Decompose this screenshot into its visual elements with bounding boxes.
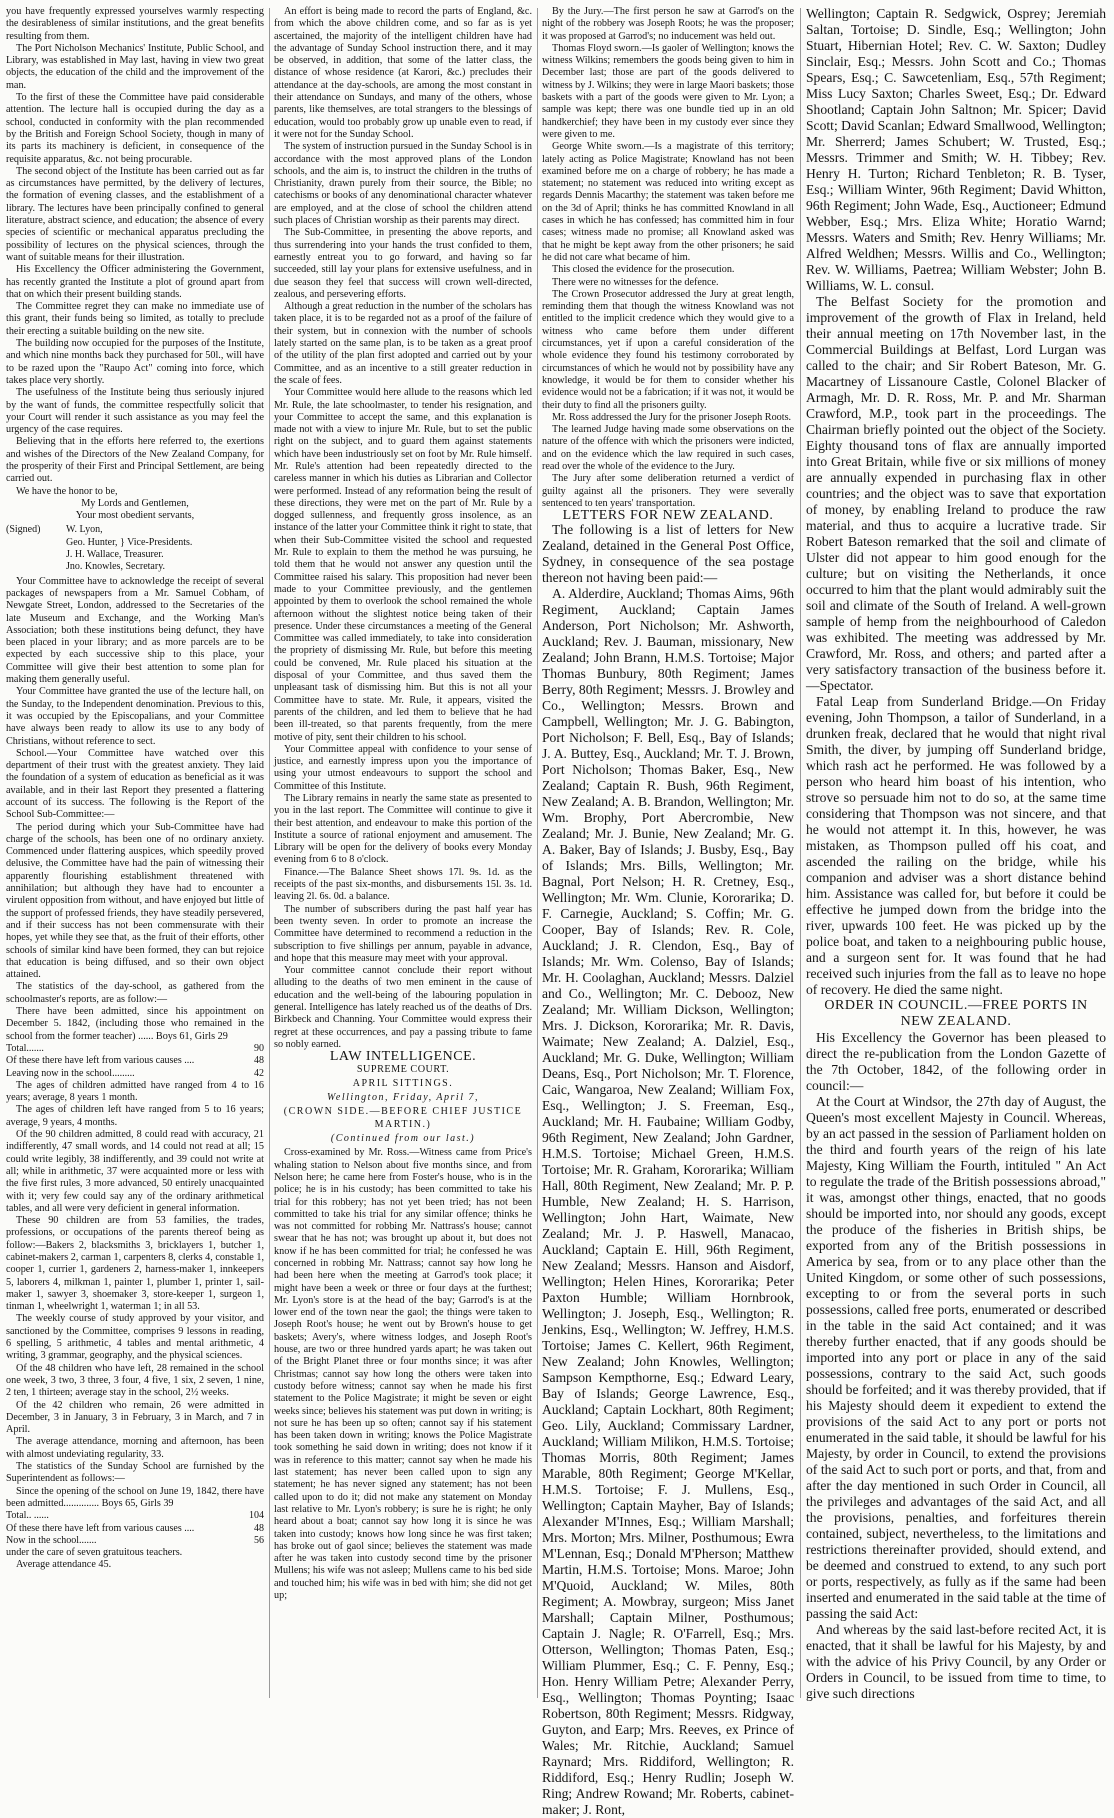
table-label: Total.. ...... — [6, 1510, 49, 1522]
table-value: 42 — [254, 1067, 264, 1079]
paragraph: Your Committee appeal with confidence to your sense of justice, and earnestly impress upon you the importance of using your utmost endeavours to support the school and Committee of this Institute. — [274, 743, 532, 792]
paragraph: Your committee cannot conclude their report without alluding to the deaths of two men eminent in the cause of education and the well-being of the labouring population in general. Intelligence has lately reached us of the deaths of Drs. Birkbeck and Channing. Your Committee would express their regret at these occurrences, and pay a passing tribute to fame so nobly earned. — [274, 965, 532, 1050]
paragraph: The weekly course of study approved by your visitor, and sanctioned by the Committee, comprises 9 lessons in reading, 6 spelling, 5 arithmetic, 4 tables and mental arithmetic, 4 writing, 3 grammar, geography, and the physical sciences. — [6, 1313, 264, 1362]
paragraph: Cross-examined by Mr. Ross.—Witness came from Price's whaling station to Nelson about five months since, and from Nelson here; he came here from Foster's house, who is in the police; he is in his custody; has been committed to take his trial for this robbery; has not yet been tried; has not been committed to take his trial for any similar offence; thinks he was not committed for robbing Mr. Nattrass's house; cannot swear that he has not; was brought up about it, but does not know if he has been committed for trial; he confessed he was concerned in robbing Mr. Nattrass; cannot say how long he had been here when the meeting at Garrod's took place; it might have been a week or three or four days at the furthest; Mr. Lyon's store is at the head of the bay; Garrod's is at the lower end of the town near the gaol; the things were taken to Joseph Root's house; he went out by Brown's house to get baskets; Avery's, where witness lodges, and Joseph Root's house, are two or three hundred yards apart; he was taken out of the Bright Planet three or four months since; it was after Christmas; cannot say how long the others were taken into custody before witness; cannot say when he made his first statement to the Police Magistrate; it might be seven or eight weeks since; believes his statement was put down in writing; is not sure he has been up so often; cannot say if his statement has been taken down in writing; knows the Police Magistrate took something he said down in writing; does not know if it was in reference to this matter; cannot say when he made his last statement; has never been called upon to sign any statement; he has never signed any statement; has not been called upon to do it; did not make any statement on Monday last relative to Mr. Lyon's robbery; is sure he is right; he only heard about a boat; cannot say how long it is since he was taken into custody; knows how long since he was first taken; has broke out of gaol since; believes the statement was made after he was taken into custody second time by the prisoner Mullens; his wife was not asleep; Mullens came to his bed side and touched him; his wife was in bed with him; she did not get up; — [274, 1147, 532, 1601]
paragraph: George White sworn.—Is a magistrate of this territory; lately acting as Police Magistrate; Knowland has not been examined before me on a charge of robbery; he has made a statement; no statement was reduced into writing except as regards Dennis Macarthy; the statement was taken before me on the 3d of April; thinks he has committed Knowland in all cases in which he has confessed; has committed him in four cases; witness made no promise; all Knowland asked was that he might be kept away from the other prisoners; he said he did not care what became of him. — [542, 141, 794, 263]
paragraph: The statistics of the Sunday School are furnished by the Superintendent as follows:— — [6, 1461, 264, 1485]
column-rule — [800, 8, 801, 1698]
paragraph: The learned Judge having made some observations on the nature of the offence with which the prisoners were indicted, and on the evidence which the law required in such cases, read over the whole of the evidence to the Jury. — [542, 424, 794, 472]
signatory: Geo. Hunter, } Vice-Presidents. — [66, 536, 193, 548]
paragraph: The system of instruction pursued in the Sunday School is in accordance with the most approved plans of the London schools, and the aim is, to instruct the children in the truths of Christianity, drawn purely from their source, the Bible; no catechisms or books of any denominational character whatever are employed, and at the close of school the children attend such places of Christian worship as their parents may direct. — [274, 141, 532, 227]
paragraph: under the care of seven gratuitous teachers. — [6, 1547, 183, 1559]
paragraph: The Committee regret they can make no immediate use of this grant, their funds being so limited, as totally to preclude their erecting a suitable building on the new site. — [6, 301, 264, 337]
signature-names — [66, 524, 264, 573]
table-label: Of these there have left from various causes .... — [6, 1522, 195, 1534]
paragraph: Although a great reduction in the number of the scholars has taken place, it is to be regarded not as a proof of the failure of their system, but in connexion with the number of schools lately started on the same plan, is to be taken as a great proof of the utility of the plan first adopted and carried out by your Committee, and as an incentive to a still greater reduction in the scale of fees. — [274, 301, 532, 386]
section-heading: Wellington, Friday, April 7, — [326, 1092, 479, 1104]
paragraph: The Port Nicholson Mechanics' Institute, Public School, and Library, was established in May last, having in view two great objects, the education of the child and the improvement of the man. — [6, 42, 264, 91]
paragraph: To the first of these the Committee have paid considerable attention. The lecture hall is occupied during the day as a school, conducted in conformity with the plan recommended by the British and Foreign School Society, though in many of its parts its machinery is deficient, in consequence of the requisite apparatus, &c. not being procurable. — [6, 92, 264, 165]
column-2 — [274, 6, 532, 1702]
table-label: Leaving now in the school......... — [6, 1067, 135, 1079]
section-heading: (CROWN SIDE.—BEFORE CHIEF JUSTICE MARTIN.) — [283, 1106, 523, 1130]
paragraph: This closed the evidence for the prosecution. — [552, 264, 735, 276]
paragraph: An effort is being made to record the parts of England, &c. from which the above children come, and so far as is yet ascertained, the majority of the intelligent children have had the advantage of Sunday School instruction there, and it may be observed, in addition, that some of the latter class, the distance of whose residence (at Karori, &c.) precludes their attendance at the day-schools, are among the most constant in their attendance on Sundays, and many of the others, whose parents, like themselves, are total strangers to the blessings of education, would too probably grow up unable even to read, if it were not for the Sunday School. — [274, 6, 532, 140]
column-3 — [542, 6, 794, 1818]
signatory: J. H. Wallace, Treasurer. — [66, 549, 164, 561]
table-row — [6, 1523, 264, 1535]
section-heading: (Continued from our last.) — [330, 1133, 476, 1145]
paragraph: The Sub-Committee, in presenting the above reports, and thus surrendering into your hands the trust confided to them, earnestly entreat you to go forward, and having so far succeeded, still lay your plans for extensive usefulness, and in due season they feel that success will crown well-directed, zealous, and persevering efforts. — [274, 227, 532, 300]
statistics-table — [6, 1510, 264, 1547]
table-row — [6, 1043, 264, 1055]
paragraph: The period during which your Sub-Committee have had charge of the schools, has been one of no ordinary anxiety. Commenced under flattering auspices, which speedily proved delusive, the Committee have had the pain of witnessing their apparently flourishing establishment threatened with annihilation; but although they have had to encounter a virulent opposition from without, and have enjoyed but little of the support of professed friends, they have steadily persevered, and if their success has not been commensurate with their hopes, yet while they see that, as the fruit of their efforts, other schools of similar kind have been formed, they can but rejoice that education is being diffused, and so their own object attained. — [6, 821, 264, 981]
table-value: 56 — [254, 1534, 264, 1546]
paragraph: The following is a list of letters for New Zealand, detained in the General Post Office, Sydney, in consequence of the sea postage thereon not having been paid:— — [542, 522, 794, 586]
paragraph: There were no witnesses for the defence. — [552, 276, 719, 288]
paragraph: Since the opening of the school on June 19, 1842, there have been admitted.............. Boys 65, Girls 39 — [6, 1485, 264, 1509]
table-row — [6, 1068, 264, 1080]
paragraph: Fatal Leap from Sunderland Bridge.—On Friday evening, John Thompson, a tailor of Sunderland, in a drunken freak, declared that he would that night rival Smith, the diver, by jumping off Sunderland bridge, which rash act he performed. He was followed by a person who heard him boast of his intention, who strove so persuade him not to do so, at the same time considering that Thompson was not sincere, and that he would not attempt it. In this, however, he was mistaken, as Thompson pulled off his coat, and ascended the railing on the bridge, while his companion and adviser was a short distance behind him. Assistance was called for, but before it could be effective he jumped down from the bridge into the river, upwards 100 feet. He was picked up by the police boat, and taken to a neighbouring public house, and a surgeon sent for. It was found that he had received such injuries from the fall as to leave no hope of recovery. He died the same night. — [806, 694, 1106, 997]
paragraph: At the Court at Windsor, the 27th day of August, the Queen's most excellent Majesty in Council. Whereas, by an act passed in the session of Parliament holden on the third and fourth years of the reign of his late Majesty, King William the Fourth, intituled " An Act to regulate the trade of the British possessions abroad," it was, amongst other things, enacted, that no goods should be imported into, nor should any goods, except the produce of the fisheries in British ships, be exported from any of the British possessions in America by sea, from or to any place other than the United Kingdom, or some other of such possessions, excepting to or from the several ports in such possessions, called free ports, enumerated or described in the table in the said Act contained; and it was thereby further enacted, that if any goods should be imported into any port or place in any of the said possessions, contrary to the said Act, such goods should be forfeited; and it was thereby provided, that if his Majesty should deem it expedient to extend the provisions of the said Act to any port or ports not enumerated in the said table, it should be lawful for his Majesty, by order in Council, to extend the provisions of the said Act to such port or ports, and that, from and after the day mentioned in such Order in Council, all the privileges and advantages of the said Act, and all the provisions, penalties, and forfeitures therein contained, subject, nevertheless, to the limitations and restrictions thereinafter provided, should extend, and be deemed and construed to extend, to any such port or ports, respectively, as fully as if the same had been inserted and enumerated in the said table at the time of passing the said Act: — [806, 1094, 1106, 1621]
paragraph: The usefulness of the Institute being thus seriously injured by the want of funds, the committee respectfully solicit that your Court will render it such assistance as you may feel the urgency of the case requires. — [6, 387, 264, 436]
closing-line: Your most obedient servants, — [75, 510, 195, 522]
paragraph: Thomas Floyd sworn.—Is gaoler of Wellington; knows the witness Wilkins; remembers the goods being given to him in December last; those are part of the goods delivered to witness by J. Wilkins; they were in large Maori baskets; those baskets with a part of the goods were given to Mr. Lyon; a sample was kept; there was one bundle tied up in an old handkerchief; they have been in my custody ever since they were given to me. — [542, 42, 794, 140]
paragraph: The ages of children left have ranged from 5 to 16 years; average, 9 years, 4 months. — [6, 1104, 264, 1128]
paragraph: The Library remains in nearly the same state as presented to you in the last report. The Committee will continue to give it their best attention, and endeavour to make this portion of the Institute a source of rational enjoyment and amusement. The Library will be open for the delivery of books every Monday evening from 6 to 8 o'clock. — [274, 793, 532, 866]
column-rule — [537, 8, 538, 1698]
section-heading: APRIL SITTINGS. — [352, 1077, 454, 1089]
paragraph: Your Committee have to acknowledge the receipt of several packages of newspapers from a Mr. Samuel Cobham, of Newgate Street, London, addressed to the Secretaries of the late Museum and Exchange, and the Working Man's Association; both these institutions being defunct, they have been placed in your library; and as more parcels are to be expected by each successive ship to this place, your Committee will give their best attention to some plan for making them generally useful. — [6, 575, 264, 686]
table-value: 48 — [254, 1522, 264, 1534]
table-label: Now in the school....... — [6, 1534, 97, 1546]
paragraph: The ages of children admitted have ranged from 4 to 16 years; average, 8 years 1 month. — [6, 1079, 264, 1104]
paragraph: The Jury after some deliberation returned a verdict of guilty against all the prisoners. They were severally sentenced to ten years' transportation. — [542, 473, 794, 509]
paragraph: Mr. Ross addressed the Jury for the prisoner Joseph Roots. — [552, 411, 792, 423]
paragraph: School.—Your Committee have watched over this department of their trust with the greatest anxiety. They laid the foundation of a system of education as beneficial as it was available, and in their last Report they presented a flattering account of its success. The following is the Report of the School Sub-Committee:— — [6, 747, 264, 821]
table-row — [6, 1055, 264, 1067]
section-heading: ORDER IN COUNCIL.—FREE PORTS IN NEW ZEALAND. — [824, 998, 1088, 1029]
paragraph: Of the 90 children admitted, 8 could read with accuracy, 21 indifferently, 47 small words, and 14 could not read at all; 15 could write legibly, 38 indifferently, and 39 could not write at all; while in arithmetic, 37 were acquainted more or less with the five first rules, 3 more advanced, 50 entirely unacquainted with it; very few could say any of the ordinary arithmetical tables, and all were very deficient in general information. — [6, 1129, 264, 1214]
paragraph: you have frequently expressed yourselves warmly respecting the desirableness of similar institutions, and the great benefits resulting from them. — [6, 6, 264, 42]
paragraph: Average attendance 45. — [16, 1559, 112, 1571]
closing-line: My Lords and Gentlemen, — [81, 497, 189, 509]
paragraph: And whereas by the said last-before recited Act, it is enacted, that it shall be lawful for his Majesty, by and with the advice of his Privy Council, by any Order or Orders in Council, to be issued from time to time, to give such directions — [806, 1622, 1106, 1701]
paragraph: The second object of the Institute has been carried out as far as circumstances have permitted, by the delivery of lectures, the formation of evening classes, and the establishment of a library. The lectures have been principally confined to general literature, abstract science, and education; the absence of every species of scientific or mechanical apparatus precluding the possibility of lectures on the physical sciences, through the want of suitable means for their illustration. — [6, 165, 264, 263]
paragraph: We have the honor to be, — [16, 485, 118, 497]
column-4 — [806, 6, 1106, 1702]
table-value: 48 — [254, 1055, 264, 1067]
paragraph: His Excellency the Governor has been pleased to direct the re-publication from the London Gazette of the 7th October, 1842, of the following order in council:— — [806, 1030, 1106, 1093]
signature-label: (Signed) — [6, 524, 41, 536]
statistics-table — [6, 1043, 264, 1080]
paragraph: The Belfast Society for the promotion and improvement of the growth of Flax in Ireland, held their annual meeting on 17th November last, in the Commercial Buildings at Belfast, Lord Lurgan was called to the chair; and Sir Robert Bateson, Mr. G. Macartney of Lissanoure Castle, Colonel Blacker of Armagh, Mr. D. R. Ross, Mr. P. and Mr. Sharman Crawford, M.P., took part in the proceedings. The Chairman briefly pointed out the object of the Society. Eighty thousand tons of flax are annually imported into Great Britain, while five or six millions of money are annually expended in purchasing flax in other countries; and the object was to save that exportation of money, by enabling Ireland to produce the raw material, and thus to acquire a lucrative trade. Sir Robert Bateson remarked that the soil and climate of Ulster did not appear to him good enough for the culture; but on visiting the Netherlands, it once occurred to him that the plant would admirably suit the soil and climate of the South of Ireland. A well-grown sample of hemp from the neighbourhood of Caledon was exhibited. The meeting was addressed by Mr. Crawford, Mr. Ross, and others; and parted after a very satisfactory transaction of the business before it.—Spectator. — [806, 294, 1106, 693]
section-heading: SUPREME COURT. — [356, 1063, 450, 1075]
paragraph: His Excellency the Officer administering the Government, has recently granted the Institute a plot of ground apart from that on which their present building stands. — [6, 264, 264, 300]
paragraph: There have been admitted, since his appointment on December 5. 1842, (including those who remained in the school from the former teacher) ...... Boys 61, Girls 29 — [6, 1006, 264, 1042]
section-heading: LAW INTELLIGENCE. — [329, 1049, 477, 1065]
paragraph: Wellington; Captain R. Sedgwick, Osprey; Jeremiah Saltan, Tortoise; D. Sindle, Esq.; Wellington; John Stuart, Hibernian Hotel; Rev. C. W. Saxton; Dudley Sinclair, Esq.; Messrs. John Scott and Co.; Thomas Spears, Esq.; C. Sawcetenliam, Esq., 57th Regiment; Miss Lucy Saxton; Charles Sweet, Esq.; Dr. Edward Shootland; Captain John Saltnon; Mr. Spicer; David Scott; David Scanlan; Edward Smallwood, Wellington; Mr. Sherrerd; James Schubert; W. Trusted, Esq.; Messrs. Trimmer and Smith; W. H. Tibbey; Rev. Henry H. Turton; Richard Tenbleton; R. B. Tyser, Esq.; William Winter, 96th Regiment; David Whitton, 96th Regiment; John Wade, Esq., Auctioneer; Edmund Webber, Esq.; Mrs. Eliza White; Horatio Warnd; Messrs. Waters and Smith; Rev. Henry Williams; Mr. Alfred Weldhen; Messrs. Willis and Co., Wellington; Rev. W. Williams, Paetrea; William Webster; John B. Williams, W. L. consul. — [806, 6, 1106, 293]
table-row — [6, 1510, 264, 1522]
signatory: Jno. Knowles, Secretary. — [66, 561, 166, 573]
table-value: 90 — [254, 1042, 264, 1054]
paragraph: By the Jury.—The first person he saw at Garrod's on the night of the robbery was Joseph Roots; he was the proposer; it was proposed at Garrod's; no inducement was held out. — [542, 6, 794, 42]
signatory: W. Lyon, — [66, 524, 103, 536]
column-rule — [269, 8, 270, 1698]
paragraph: These 90 children are from 53 families, the trades, professions, or occupations of the parents thereof being as follow:—Bakers 2, blacksmiths 3, bricklayers 1, butcher 1, cabinet-makers 2, carman 1, carpenters 8, clerks 4, constable 1, cooper 1, currier 1, gardeners 2, harness-maker 1, innkeepers 5, laborers 4, milkman 1, painter 1, plumber 1, printer 1, sail-maker 1, sawyer 3, shoemaker 3, store-keeper 1, surgeon 1, tinman 1, wheelwright 1, waterman 1; in all 53. — [6, 1215, 264, 1313]
table-label: Total....... — [6, 1042, 44, 1054]
section-heading: LETTERS FOR NEW ZEALAND. — [562, 508, 774, 524]
paragraph: The building now occupied for the purposes of the Institute, and which nine months back they purchased for 50l., will have to be razed upon the "Raupo Act" coming into force, which takes place very shortly. — [6, 338, 264, 386]
paragraph: The average attendance, morning and afternoon, has been with almost undeviating regularity, 33. — [6, 1436, 264, 1460]
paragraph: Of the 48 children who have left, 28 remained in the school one week, 3 two, 3 three, 3 four, 4 five, 1 six, 2 seven, 1 nine, 2 ten, 1 thirteen; average stay in the school, 2½ weeks. — [6, 1362, 264, 1399]
paragraph: Of the 42 children who remain, 26 were admitted in December, 3 in January, 3 in February, 3 in March, and 7 in April. — [6, 1399, 264, 1436]
paragraph: Your Committee would here allude to the reasons which led Mr. Rule, the late schoolmaster, to tender his resignation, and your Committee to accept the same, and this explanation is made not with a view to injure Mr. Rule, but to set the public right on the subject, and to guard them against statements which have been industriously set on foot by Mr. Rule himself. Mr. Rule's attention had been repeatedly directed to the careless manner in which his duties as Librarian and Collector were performed. Instead of any reformation being the result of these directions, they were met on the part of Mr. Rule by a dogged sullenness, and frequently gross insolence, as an instance of the latter your Committee think it right to state, that when their Sub-Committee visited the school and requested Mr. Rule to explain to them the method he was pursuing, he told them that he would not answer any question until the Committee raised his salary. This proposition had never been made to your Committee previously, and the gentlemen appointed by them to overlook the school remained the whole afternoon without the slightest notice being taken of their presence. Under these circumstances a meeting of the General Committee was called immediately, to take into consideration the propriety of dismissing Mr. Rule, but before this meeting could be convened, Mr. Rule placed his situation at the disposal of your Committee, and thus saved them the unpleasant task of dismissing him. But this is not all your Committee have to state. Mr. Rule, it appears, visited the parents of the children, and led them to believe that he had been ill-treated, so that parents frequently, from the mere motive of pity, sent their children to his school. — [274, 387, 532, 743]
paragraph: Finance.—The Balance Sheet shows 17l. 9s. 1d. as the receipts of the past six-months, and disbursements 15l. 3s. 1d. leaving 2l. 6s. 0d. a balance. — [274, 866, 532, 903]
table-row — [6, 1535, 264, 1547]
paragraph: Your Committee have granted the use of the lecture hall, on the Sunday, to the Independent denomination. Previous to this, it was occupied by the Episcopalians, and your Committee have always been ready to allow its use to any body of Christians, without reference to sect. — [6, 686, 264, 747]
column-1 — [6, 6, 264, 1702]
paragraph: The Crown Prosecutor addressed the Jury at great length, reminding them that though the witness Knowland was not entitled to the implicit credence which they would give to a witness who came before them under different circumstances, yet if upon a careful consideration of the whole evidence they found his testimony corroborated by circumstances of which he would not by possibility have any knowledge, it would be for them to consider whether his evidence would not be a fabrication; if it was not, it would be their duty to find all the prisoners guilty. — [542, 288, 794, 411]
table-value: 104 — [249, 1510, 264, 1522]
paragraph: A. Alderdire, Auckland; Thomas Aims, 96th Regiment, Auckland; Captain James Anderson, Port Nicholson; Mr. Ashworth, Auckland; Rev. J. Bauman, missionary, New Zealand; John Brann, H.M.S. Tortoise; Major Thomas Bunbury, 80th Regiment; James Berry, 80th Regiment; Messrs. J. Browley and Co., Wellington; Messrs. Brown and Campbell, Wellington; Mr. J. G. Babington, Port Nicholson; F. Bell, Esq., Bay of Islands; J. A. Buttey, Esq., Auckland; Mr. T. J. Brown, Port Nicholson; Thomas Baker, Esq., New Zealand; Captain R. Bush, 96th Regiment, New Zealand; A. B. Brandon, Wellington; Mr. Wm. Brophy, Port Abercrombie, New Zealand; Mr. J. Bunie, New Zealand; Mr. G. A. Baker, Bay of Islands; J. Busby, Esq., Bay of Islands; Mrs. Bills, Wellington; Mr. Bagnal, Port Nelson; H. R. Cretney, Esq., Wellington; Mr. Wm. Clunie, Kororarika; D. F. Carnegie, Auckland; S. Coffin; Mr. G. Cooper, Bay of Islands; Rev. R. Cole, Auckland; J. R. Clendon, Esq., Bay of Islands; Mr. Wm. Colenso, Bay of Islands; Mr. H. Coolaghan, Auckland; Messrs. Dalziel and Co., Wellington; Mr. C. Debooz, New Zealand; Mr. William Dickson, Wellington; Mrs. J. Dickson, Kororarika; Mr. R. Davis, Waimate; New Zealand; A. Dalziel, Esq., Auckland; Mr. G. Duke, Wellington; William Deans, Esq., Port Nicholson; Mr. T. Florence, Caic, Wangaroa, New Zealand; William Fox, Esq., Wellington; J. S. Freeman, Esq., Auckland; Mr. H. Faubaine; William Godby, 96th Regiment, New Zealand; John Gardner, H.M.S. Tortoise; Michael Green, H.M.S. Tortoise; Mr. R. Graham, Kororarika; William Hall, 80th Regiment, New Zealand; Mr. P. P. Humble, New Zealand; H. S. Harrison, Wellington; John Hart, Waimate, New Zealand; Mr. J. P. Haswell, Manacao, Auckland; Captain E. Hill, 96th Regiment, New Zealand; Messrs. Hanson and Aisdorf, Wellington; Helen Hines, Kororarika; Peter Paxton Humble; William Hornbrook, Wellington; J. Joseph, Esq., Wellington; R. Jenkins, Esq., Wellington; W. Jeffrey, H.M.S. Tortoise; James C. Kellert, 96th Regiment, New Zealand; John Knowles, Wellington; Sampson Kempthorne, Esq.; Edward Leary, Bay of Islands; George Lawrence, Esq., Auckland; Captain Lockhart, 80th Regiment; Geo. Lily, Auckland; Commissary Lardner, Auckland; William Milikon, H.M.S. Tortoise; Thomas Morris, 80th Regiment; James Marable, 80th Regiment; George M'Kellar, H.M.S. Tortoise; F. J. Mullens, Esq., Wellington; Captain Mayher, Bay of Islands; Alexander M'Innes, Esq.; William Marshall; Mrs. Morton; Mrs. Milner, Posthumous; Ewra M'Lennan, Esq.; Donald M'Pherson; Matthew Martin, H.M.S. Tortoise; Mons. Maroe; John M'Quoid, Auckland; W. Miles, 80th Regiment; A. Mowbray, surgeon; Miss Janet Marshall; Captain Milner, Posthumous; Captain J. Nagle; R. O'Farrell, Esq.; Mrs. Otterson, Wellington; Thomas Paten, Esq.; William Plummer, Esq.; C. F. Penny, Esq.; Hon. Henry William Petre; Alexander Perry, Esq., Wellington; Thomas Poynting; Isaac Robertson, 80th Regiment; Messrs. Ridgway, Guyton, and Earp; Mrs. Reeves, ex Prince of Wales; Mr. Ritchie, Auckland; Samuel Raynard; Mrs. Riddiford, Wellington; R. Riddiford, Esq.; Henry Rudlin; Joseph W. Ring; Andrew Rowand; Mr. Roberts, cabinet-maker; J. Ront, — [542, 586, 794, 1818]
paragraph: The number of subscribers during the past half year has been twenty seven. In order to promote an increase the Committee have determined to recommend a reduction in the subscription to five shillings per annum, payable in advance, and hope that this measure may meet with your approval. — [274, 903, 532, 964]
signature-block — [6, 524, 264, 573]
paragraph: The statistics of the day-school, as gathered from the schoolmaster's reports, are as follow:— — [6, 981, 264, 1005]
paragraph: Believing that in the efforts here referred to, the exertions and wishes of the Directors of the New Zealand Company, for the prosperity of their First and Principal Settlement, are being carried out. — [6, 436, 264, 485]
table-label: Of these there have left from various causes .... — [6, 1055, 195, 1067]
